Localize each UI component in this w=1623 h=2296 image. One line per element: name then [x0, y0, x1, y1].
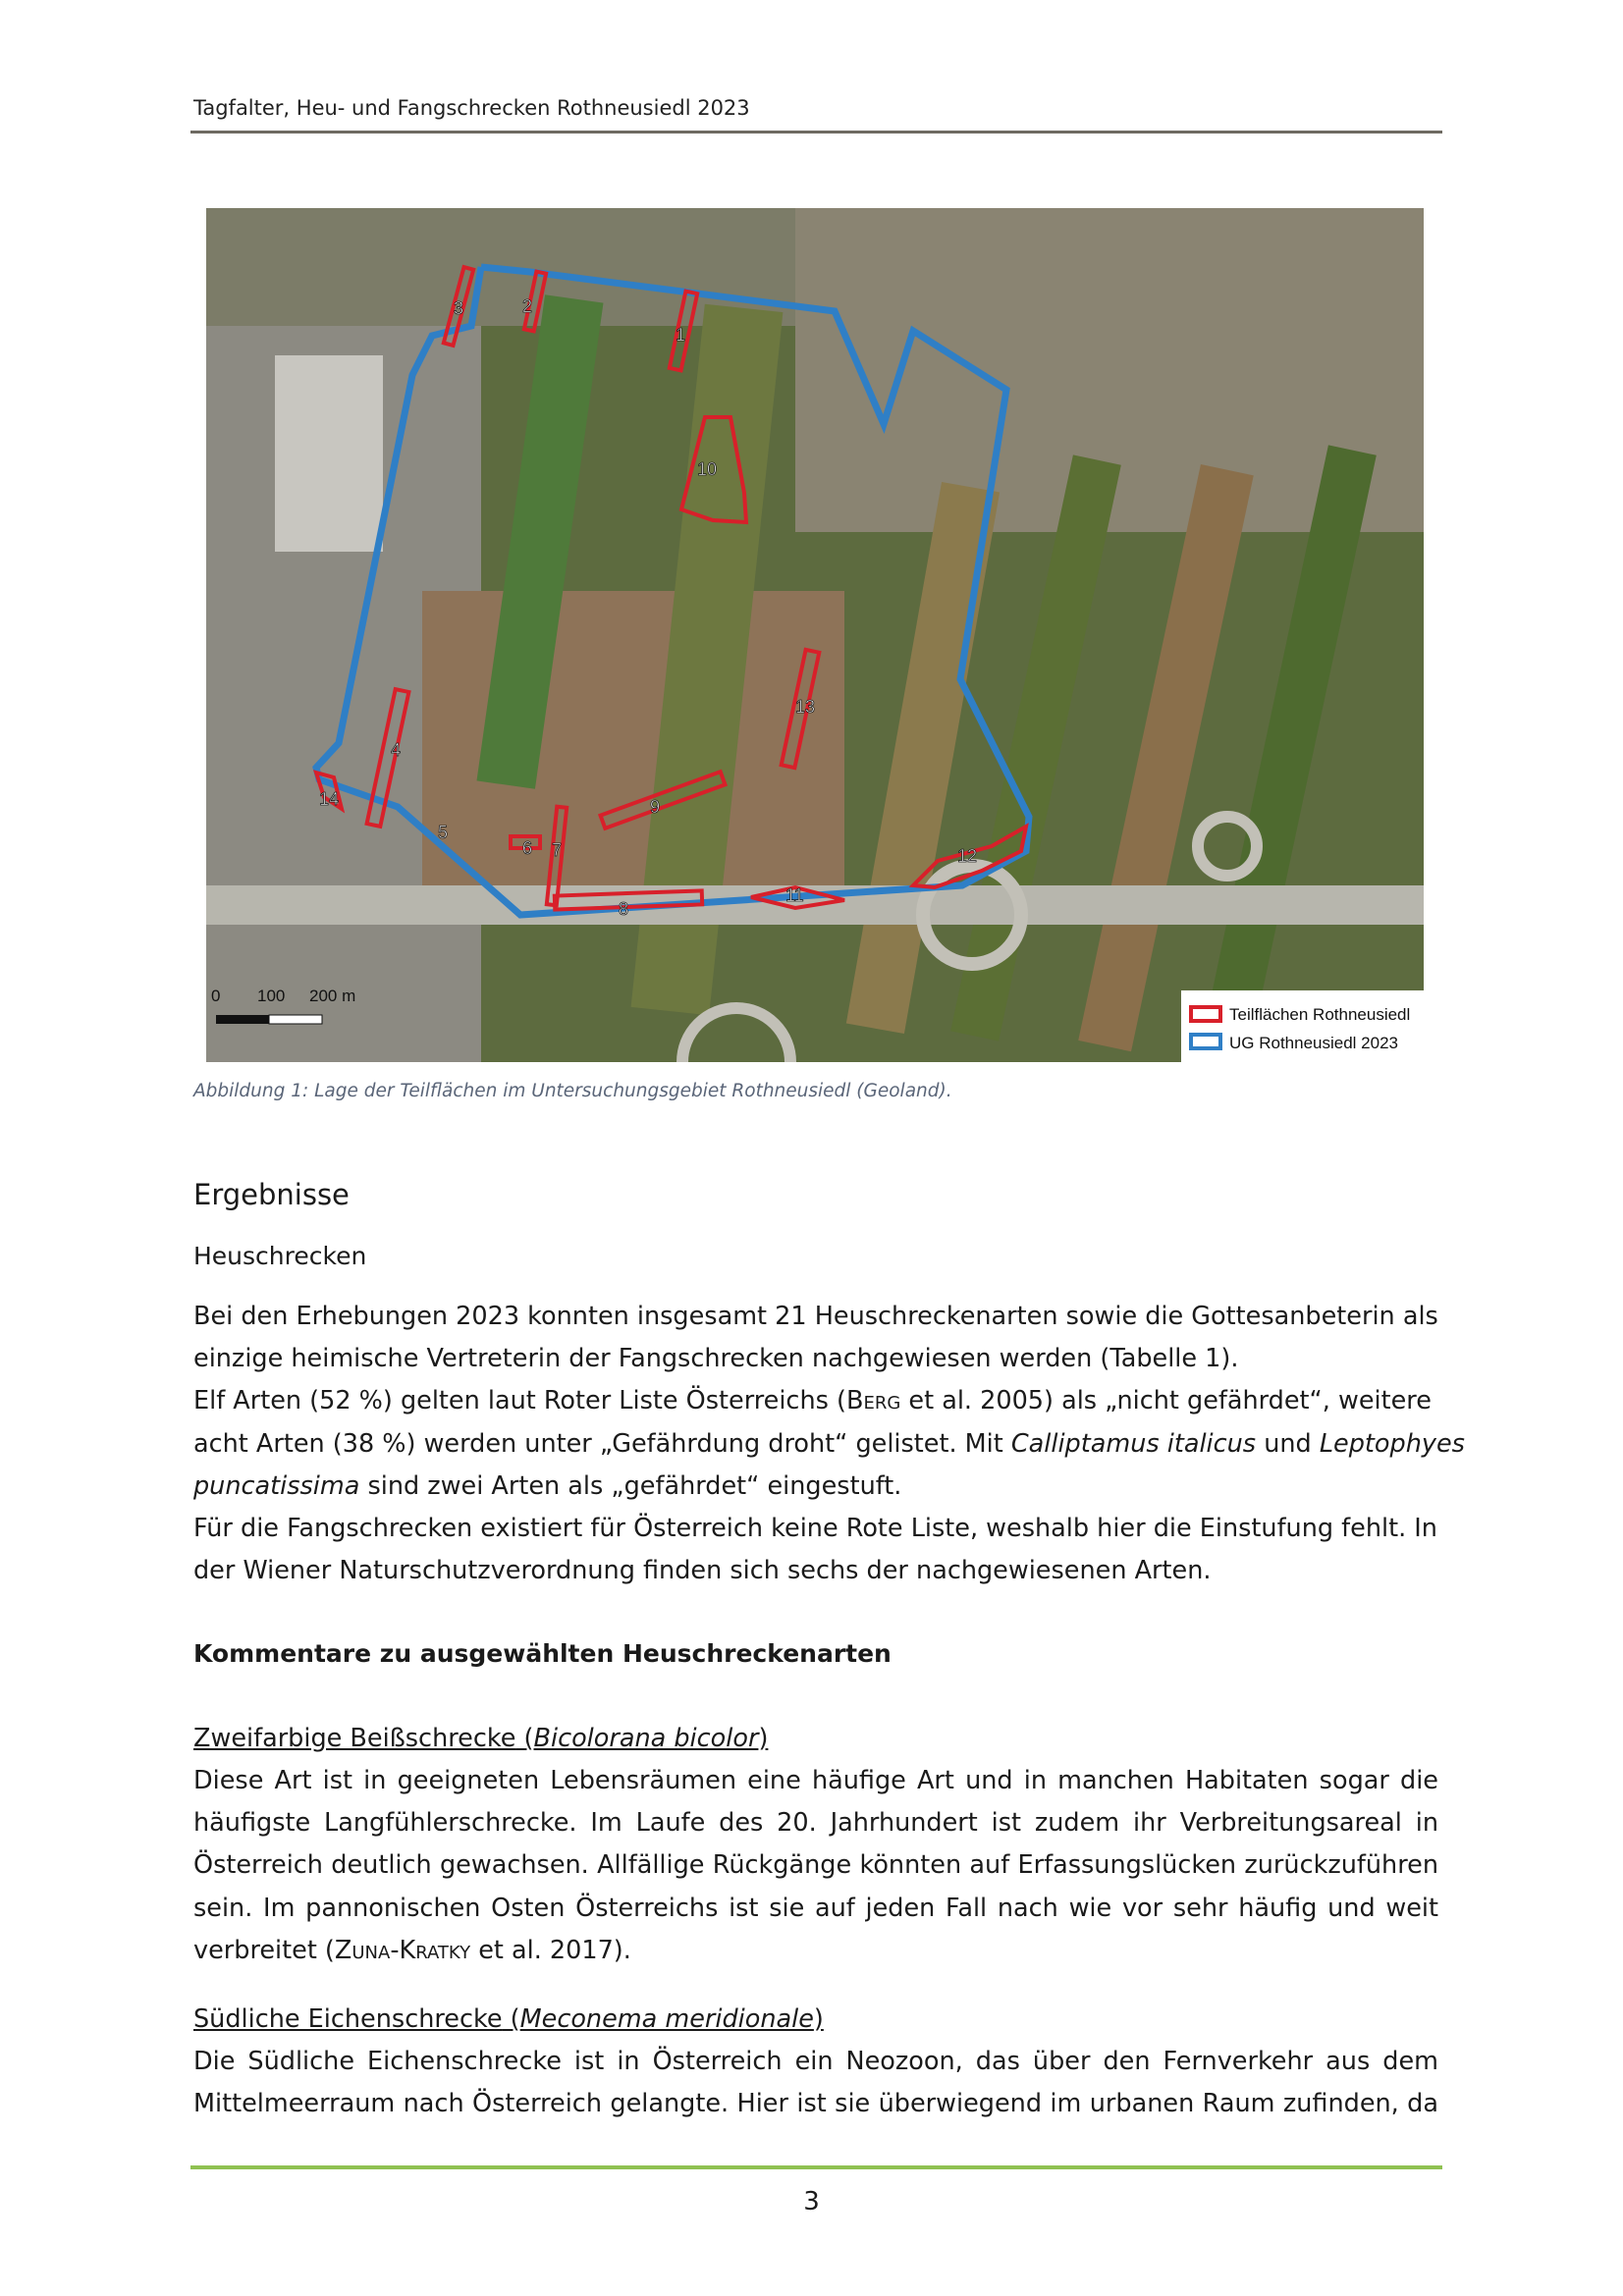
footer-rule: [190, 2165, 1442, 2169]
label-6: 6: [522, 838, 533, 858]
label-2: 2: [522, 296, 533, 316]
label-4: 4: [391, 740, 402, 760]
species-latin: Calliptamus italicus: [1010, 1428, 1257, 1459]
map-legend: [1181, 990, 1424, 1062]
header-rule: [190, 131, 1442, 133]
svg-text:0: 0: [211, 987, 221, 1005]
species-text-meconema: Die Südliche Eichenschrecke ist in Österreich ein Neozoon, das über den Fernverkehr aus dem Mittelmeerraum nach Österreich gelangte. Hier ist sie überwiegend im urbanen Raum zufinden, da: [193, 2047, 1438, 2119]
para-line: Für die Fangschrecken existiert für Österreich keine Rote Liste, weshalb hier die Einstufung fehlt. In: [193, 1514, 1437, 1544]
species-latin: Leptophyes: [1319, 1428, 1465, 1459]
comments-heading: Kommentare zu ausgewählten Heuschreckenarten: [193, 1639, 892, 1668]
para-line: der Wiener Naturschutzverordnung finden sich sechs der nachgewiesenen Arten.: [193, 1556, 1212, 1586]
page-number: 3: [803, 2187, 820, 2216]
results-paragraph: [193, 1296, 1465, 1592]
label-10: 10: [697, 459, 718, 479]
label-7: 7: [552, 840, 563, 860]
para-line: Elf Arten (52 %) gelten laut Roter Liste Österreichs (Berg et al. 2005) als „nicht gefährdet“, weitere: [193, 1386, 1432, 1416]
label-1: 1: [676, 325, 686, 345]
species-heading-bicolorana: Zweifarbige Beißschrecke (Bicolorana bicolor): [193, 1724, 769, 1753]
site-map-figure: [206, 208, 1424, 1062]
figure-caption: Abbildung 1: Lage der Teilflächen im Untersuchungsgebiet Rothneusiedl (Geoland).: [193, 1081, 952, 1101]
species-text-bicolorana: Diese Art ist in geeigneten Lebensräumen eine häufige Art und in manchen Habitaten sogar die häufigste Langfühlerschrecke. Im Laufe des 20. Jahrhundert ist zudem ihr Verbreitungsareal in Österreich deutlich gewachsen. Allfällige Rückgänge könnten auf Erfassungslücken zurückzuführen sein. Im pannonischen Osten Österreichs ist sie auf jeden Fall nach wie vor sehr häufig und weit verbreitet (Zuna-Kratky et al. 2017).: [193, 1766, 1438, 1965]
author-name: Berg: [845, 1386, 901, 1416]
legend-label-study-area: UG Rothneusiedl 2023: [1229, 1034, 1399, 1052]
svg-text:200 m: 200 m: [309, 987, 356, 1005]
label-5: 5: [438, 823, 449, 842]
legend-label-areas: Teilflächen Rothneusiedl: [1229, 1005, 1411, 1024]
label-11: 11: [785, 885, 804, 905]
para-line: Bei den Erhebungen 2023 konnten insgesamt 21 Heuschreckenarten sowie die Gottesanbeterin als: [193, 1302, 1438, 1331]
subsection-heading: Heuschrecken: [193, 1242, 367, 1270]
label-14: 14: [319, 789, 340, 809]
author-name: Zuna-Kratky: [334, 1935, 471, 1965]
running-header: Tagfalter, Heu- und Fangschrecken Rothneusiedl 2023: [193, 96, 750, 120]
species-latin: puncatissima: [193, 1470, 360, 1501]
label-3: 3: [454, 298, 464, 318]
para-line: einzige heimische Vertreterin der Fangschrecken nachgewiesen werden (Tabelle 1).: [193, 1344, 1239, 1374]
label-9: 9: [650, 797, 661, 817]
label-13: 13: [795, 697, 816, 717]
species-heading-meconema: Südliche Eichenschrecke (Meconema meridionale): [193, 2004, 824, 2034]
label-8: 8: [619, 899, 629, 919]
section-heading: Ergebnisse: [193, 1178, 350, 1211]
para-line: puncatissima sind zwei Arten als „gefährdet“ eingestuft.: [193, 1470, 902, 1501]
para-line: acht Arten (38 %) werden unter „Gefährdung droht“ gelistet. Mit Calliptamus italicus und Leptophyes: [193, 1428, 1465, 1459]
label-12: 12: [957, 846, 978, 866]
svg-text:100: 100: [257, 987, 286, 1005]
